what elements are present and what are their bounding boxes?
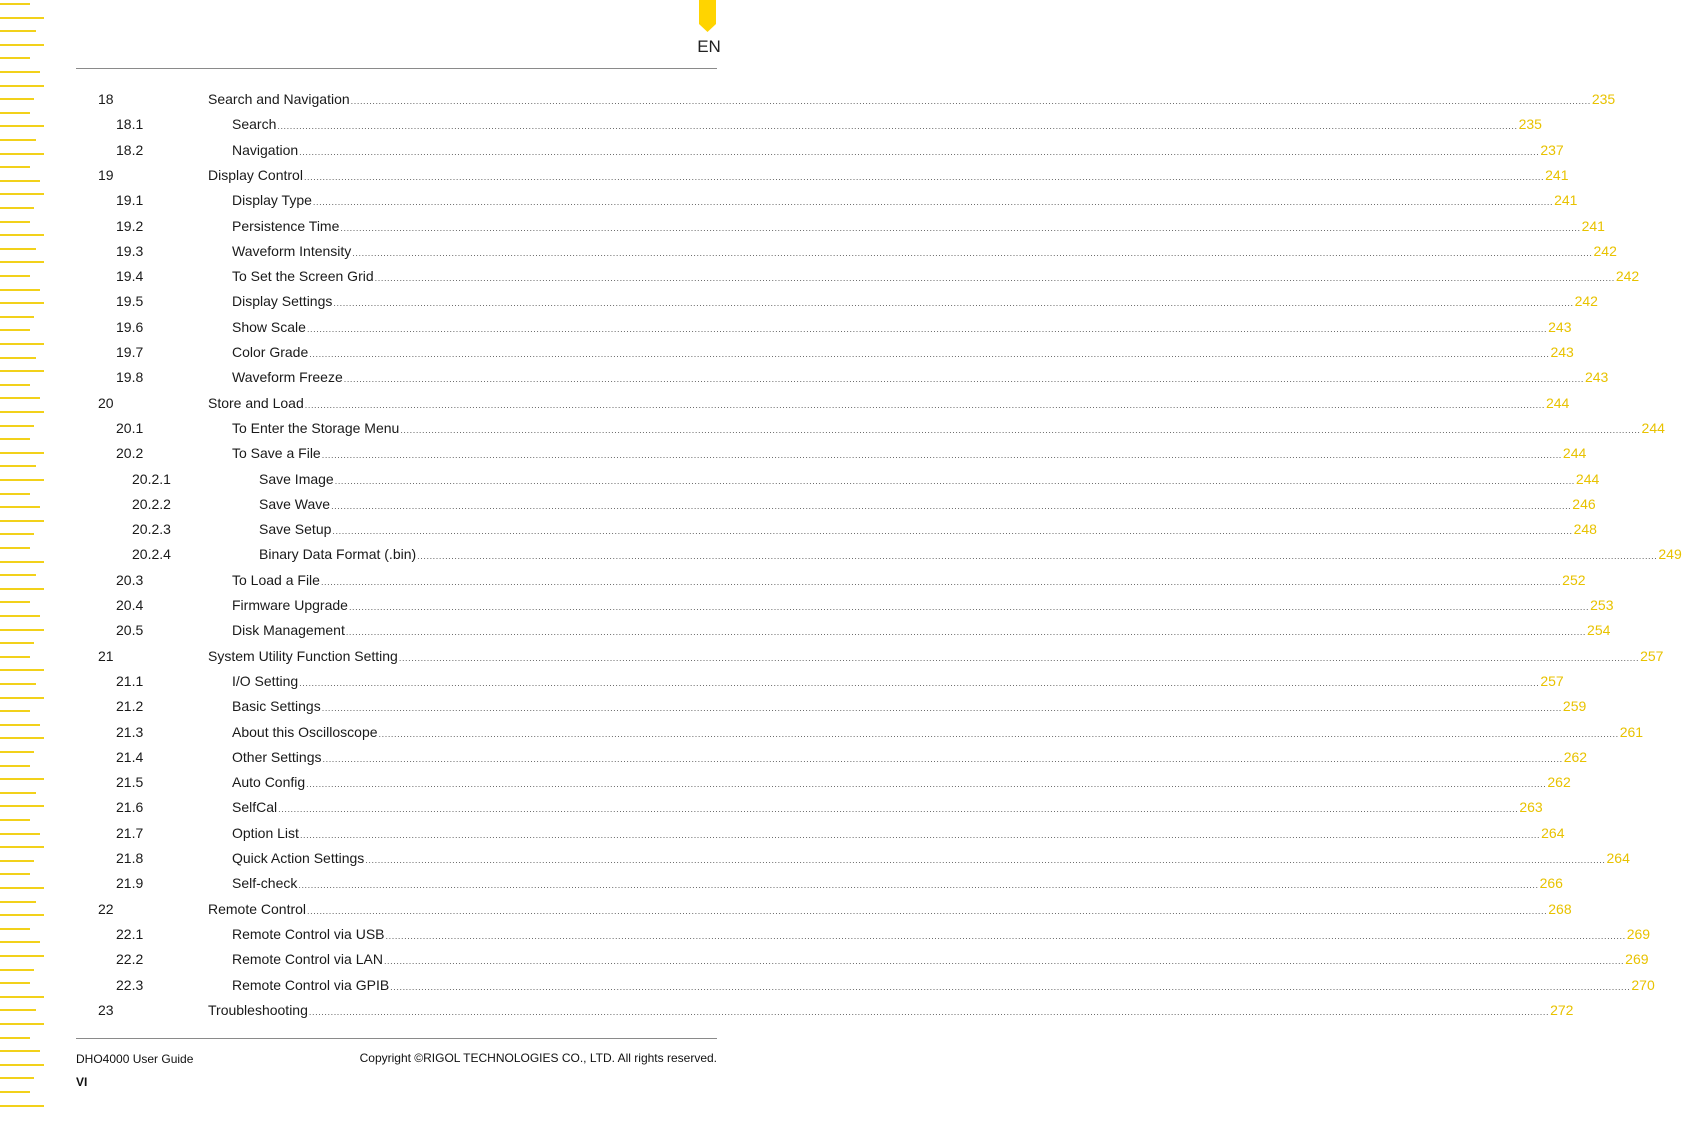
toc-dot-leader: ................................................................................................................................................................................................................................................................................................................................................................................................................ — [299, 147, 1540, 157]
toc-page-link[interactable]: 237 — [1540, 142, 1564, 158]
toc-dot-leader: ................................................................................................................................................................................................................................................................................................................................................................................................................ — [400, 425, 1641, 435]
language-label: EN — [697, 37, 721, 56]
toc-section-number: 20.5 — [116, 622, 144, 638]
toc-section-title[interactable]: I/O Setting — [232, 673, 299, 689]
toc-dot-leader: ................................................................................................................................................................................................................................................................................................................................................................................................................ — [398, 653, 1640, 663]
toc-entry[interactable] — [0, 975, 1655, 995]
toc-section-title[interactable]: Search — [232, 116, 277, 132]
toc-entry[interactable] — [0, 823, 1565, 843]
toc-entry[interactable] — [0, 469, 1600, 489]
toc-page-link[interactable]: 269 — [1626, 926, 1651, 942]
toc-section-title[interactable]: To Set the Screen Grid — [232, 268, 374, 284]
toc-dot-leader: ................................................................................................................................................................................................................................................................................................................................................................................................................ — [352, 248, 1593, 258]
toc-section-title[interactable]: Store and Load — [208, 395, 304, 411]
toc-section-number: 21.7 — [116, 825, 144, 841]
toc-section-title[interactable]: To Enter the Storage Menu — [232, 420, 400, 436]
toc-entry[interactable] — [0, 216, 1605, 236]
toc-page-link[interactable]: 244 — [1641, 420, 1665, 436]
toc-section-title[interactable]: Navigation — [232, 142, 299, 158]
toc-section-title[interactable]: Save Wave — [259, 496, 331, 512]
toc-page-link[interactable]: 242 — [1615, 268, 1640, 284]
toc-dot-leader: ................................................................................................................................................................................................................................................................................................................................................................................................................ — [298, 880, 1539, 890]
toc-page-link[interactable]: 261 — [1619, 724, 1644, 740]
toc-page-link[interactable]: 241 — [1554, 192, 1578, 208]
toc-section-title[interactable]: To Load a File — [232, 572, 320, 588]
toc-section-number: 19.8 — [116, 369, 144, 385]
toc-section-title[interactable]: About this Oscilloscope — [232, 724, 378, 740]
toc-section-number: 23 — [98, 1002, 114, 1018]
margin-tick — [0, 1105, 44, 1107]
toc-page-link[interactable]: 249 — [1658, 546, 1682, 562]
toc-section-number: 19.2 — [116, 218, 144, 234]
toc-entry[interactable] — [0, 342, 1574, 362]
toc-section-number: 20 — [98, 395, 114, 411]
toc-section-number: 19.1 — [116, 192, 144, 208]
margin-tick — [0, 1050, 40, 1052]
toc-page-link[interactable]: 257 — [1540, 673, 1564, 689]
toc-entry[interactable] — [0, 848, 1630, 868]
toc-dot-leader: ................................................................................................................................................................................................................................................................................................................................................................................................................ — [385, 931, 1626, 941]
toc-dot-leader: ................................................................................................................................................................................................................................................................................................................................................................................................................ — [378, 729, 1619, 739]
toc-entry[interactable] — [0, 570, 1586, 590]
margin-tick — [0, 996, 44, 998]
margin-tick — [0, 1077, 34, 1079]
toc-entry[interactable] — [0, 1000, 1574, 1020]
toc-page-link[interactable]: 272 — [1550, 1002, 1574, 1018]
toc-dot-leader: ................................................................................................................................................................................................................................................................................................................................................................................................................ — [383, 956, 1625, 966]
toc-entry[interactable] — [0, 671, 1564, 691]
toc-section-number: 20.1 — [116, 420, 144, 436]
toc-page-link[interactable]: 252 — [1562, 572, 1586, 588]
margin-tick — [0, 1091, 30, 1093]
toc-entry[interactable] — [0, 291, 1598, 311]
toc-page-link[interactable]: 243 — [1548, 319, 1572, 335]
toc-dot-leader: ................................................................................................................................................................................................................................................................................................................................................................................................................ — [374, 273, 1615, 283]
toc-entry[interactable] — [0, 873, 1563, 893]
toc-entry[interactable] — [0, 519, 1597, 539]
toc-section-title[interactable]: Other Settings — [232, 749, 322, 765]
toc-page-link[interactable]: 241 — [1545, 167, 1569, 183]
toc-section-title[interactable]: Save Image — [259, 471, 334, 487]
margin-tick — [0, 57, 30, 59]
toc-section-title[interactable]: Option List — [232, 825, 299, 841]
toc-dot-leader: ................................................................................................................................................................................................................................................................................................................................................................................................................ — [340, 223, 1581, 233]
toc-dot-leader: ................................................................................................................................................................................................................................................................................................................................................................................................................ — [312, 197, 1554, 207]
toc-section-number: 19.3 — [116, 243, 144, 259]
toc-dot-leader: ................................................................................................................................................................................................................................................................................................................................................................................................................ — [277, 121, 1518, 131]
toc-page-link[interactable]: 241 — [1581, 218, 1605, 234]
margin-tick — [0, 615, 40, 617]
margin-tick — [0, 1037, 30, 1039]
toc-entry[interactable] — [0, 393, 1570, 413]
toc-section-title[interactable]: Color Grade — [232, 344, 309, 360]
footer-rule — [76, 1038, 717, 1039]
toc-entry[interactable] — [0, 367, 1609, 387]
toc-page-link[interactable]: 269 — [1625, 951, 1649, 967]
margin-tick — [0, 71, 40, 73]
toc-section-number: 20.2.4 — [132, 546, 171, 562]
toc-section-title[interactable]: Waveform Intensity — [232, 243, 352, 259]
toc-dot-leader: ................................................................................................................................................................................................................................................................................................................................................................................................................ — [390, 982, 1631, 992]
toc-section-number: 21.3 — [116, 724, 144, 740]
toc-entry[interactable] — [0, 772, 1571, 792]
toc-dot-leader: ................................................................................................................................................................................................................................................................................................................................................................................................................ — [304, 400, 1545, 410]
toc-section-number: 19.5 — [116, 293, 144, 309]
toc-page-link[interactable]: 235 — [1591, 91, 1616, 107]
toc-section-title[interactable]: Binary Data Format (.bin) — [259, 546, 417, 562]
toc-page-link[interactable]: 266 — [1539, 875, 1563, 891]
toc-section-title[interactable]: Self-check — [232, 875, 298, 891]
toc-section-number: 19 — [98, 167, 114, 183]
toc-section-number: 18.2 — [116, 142, 144, 158]
toc-dot-leader: ................................................................................................................................................................................................................................................................................................................................................................................................................ — [331, 501, 1572, 511]
toc-dot-leader: ................................................................................................................................................................................................................................................................................................................................................................................................................ — [307, 906, 1548, 916]
toc-section-number: 20.2.3 — [132, 521, 171, 537]
margin-tick — [0, 792, 36, 794]
toc-section-title[interactable]: Persistence Time — [232, 218, 340, 234]
toc-page-link[interactable]: 270 — [1631, 977, 1655, 993]
toc-entry[interactable] — [0, 620, 1611, 640]
toc-dot-leader: ................................................................................................................................................................................................................................................................................................................................................................................................................ — [321, 703, 1562, 713]
toc-dot-leader: ................................................................................................................................................................................................................................................................................................................................................................................................................ — [299, 678, 1540, 688]
toc-entry[interactable] — [0, 924, 1651, 944]
toc-page-link[interactable]: 263 — [1519, 799, 1543, 815]
margin-tick — [0, 85, 44, 87]
toc-section-number: 21.8 — [116, 850, 144, 866]
toc-entry[interactable] — [0, 190, 1578, 210]
toc-section-number: 21.5 — [116, 774, 144, 790]
toc-entry[interactable] — [0, 899, 1572, 919]
toc-section-number: 20.3 — [116, 572, 144, 588]
toc-entry[interactable] — [0, 544, 1682, 564]
margin-tick — [0, 17, 44, 19]
margin-tick — [0, 44, 44, 46]
toc-section-title[interactable]: Disk Management — [232, 622, 345, 638]
toc-section-number: 20.2 — [116, 445, 144, 461]
toc-entry[interactable] — [0, 89, 1616, 109]
toc-entry[interactable] — [0, 949, 1649, 969]
toc-dot-leader: ................................................................................................................................................................................................................................................................................................................................................................................................................ — [306, 324, 1548, 334]
toc-page-link[interactable]: 268 — [1548, 901, 1572, 917]
toc-entry[interactable] — [0, 241, 1617, 261]
toc-section-title[interactable]: Search and Navigation — [208, 91, 350, 107]
toc-section-number: 18.1 — [116, 116, 144, 132]
toc-section-title[interactable]: Auto Config — [232, 774, 306, 790]
toc-entry[interactable] — [0, 595, 1614, 615]
toc-page-link[interactable]: 264 — [1606, 850, 1630, 866]
document-title: DHO4000 User Guide — [76, 1052, 194, 1066]
toc-page-link[interactable]: 262 — [1563, 749, 1588, 765]
toc-page-link[interactable]: 244 — [1562, 445, 1587, 461]
toc-section-title[interactable]: Firmware Upgrade — [232, 597, 348, 613]
toc-section-number: 21.1 — [116, 673, 144, 689]
toc-entry[interactable] — [0, 266, 1640, 286]
toc-section-title[interactable]: Display Settings — [232, 293, 333, 309]
toc-section-number: 18 — [98, 91, 114, 107]
toc-page-link[interactable]: 246 — [1572, 496, 1596, 512]
copyright-notice: Copyright ©RIGOL TECHNOLOGIES CO., LTD. All rights reserved. — [359, 1051, 717, 1065]
toc-section-title[interactable]: Basic Settings — [232, 698, 321, 714]
toc-entry[interactable] — [0, 165, 1569, 185]
toc-page-link[interactable]: 253 — [1590, 597, 1614, 613]
toc-page-link[interactable]: 243 — [1584, 369, 1609, 385]
toc-section-number: 20.4 — [116, 597, 144, 613]
toc-dot-leader: ................................................................................................................................................................................................................................................................................................................................................................................................................ — [278, 804, 1519, 814]
toc-section-number: 22 — [98, 901, 114, 917]
language-tab-marker — [699, 0, 716, 32]
toc-entry[interactable] — [0, 747, 1588, 767]
toc-dot-leader: ................................................................................................................................................................................................................................................................................................................................................................................................................ — [333, 298, 1574, 308]
toc-section-title[interactable]: Save Setup — [259, 521, 332, 537]
toc-entry[interactable] — [0, 140, 1564, 160]
toc-section-title[interactable]: System Utility Function Setting — [208, 648, 398, 664]
toc-dot-leader: ................................................................................................................................................................................................................................................................................................................................................................................................................ — [348, 602, 1590, 612]
toc-page-link[interactable]: 235 — [1518, 116, 1542, 132]
toc-dot-leader: ................................................................................................................................................................................................................................................................................................................................................................................................................ — [320, 577, 1562, 587]
toc-section-number: 22.2 — [116, 951, 144, 967]
toc-section-title[interactable]: To Save a File — [232, 445, 321, 461]
toc-entry[interactable] — [0, 797, 1543, 817]
toc-page-link[interactable]: 244 — [1575, 471, 1600, 487]
toc-entry[interactable] — [0, 696, 1587, 716]
margin-tick — [0, 438, 30, 440]
toc-section-title[interactable]: Quick Action Settings — [232, 850, 365, 866]
toc-dot-leader: ................................................................................................................................................................................................................................................................................................................................................................................................................ — [309, 349, 1550, 359]
margin-tick — [0, 30, 36, 32]
toc-entry[interactable] — [0, 443, 1587, 463]
toc-dot-leader: ................................................................................................................................................................................................................................................................................................................................................................................................................ — [365, 855, 1606, 865]
toc-dot-leader: ................................................................................................................................................................................................................................................................................................................................................................................................................ — [306, 779, 1547, 789]
toc-section-number: 20.2.1 — [132, 471, 171, 487]
toc-section-title[interactable]: Remote Control via USB — [232, 926, 385, 942]
toc-dot-leader: ................................................................................................................................................................................................................................................................................................................................................................................................................ — [343, 374, 1584, 384]
toc-section-number: 19.4 — [116, 268, 144, 284]
toc-section-number: 19.7 — [116, 344, 144, 360]
toc-page-link[interactable]: 244 — [1545, 395, 1570, 411]
toc-page-link[interactable]: 259 — [1562, 698, 1587, 714]
toc-section-title[interactable]: Display Control — [208, 167, 303, 183]
toc-page-link[interactable]: 242 — [1574, 293, 1598, 309]
toc-entry[interactable] — [0, 494, 1596, 514]
toc-dot-leader: ................................................................................................................................................................................................................................................................................................................................................................................................................ — [332, 526, 1573, 536]
toc-section-title[interactable]: Show Scale — [232, 319, 306, 335]
toc-section-number: 21.6 — [116, 799, 144, 815]
toc-page-link[interactable]: 262 — [1547, 774, 1571, 790]
toc-section-number: 21 — [98, 648, 114, 664]
header-rule — [76, 68, 717, 69]
toc-entry[interactable] — [0, 418, 1665, 438]
toc-dot-leader: ................................................................................................................................................................................................................................................................................................................................................................................................................ — [322, 754, 1563, 764]
toc-dot-leader: ................................................................................................................................................................................................................................................................................................................................................................................................................ — [321, 450, 1562, 460]
toc-section-title[interactable]: Remote Control via LAN — [232, 951, 383, 967]
toc-section-number: 22.1 — [116, 926, 144, 942]
toc-section-title[interactable]: SelfCal — [232, 799, 278, 815]
toc-section-title[interactable]: Display Type — [232, 192, 312, 208]
toc-entry[interactable] — [0, 317, 1572, 337]
toc-section-number: 21.9 — [116, 875, 144, 891]
page-number: VI — [76, 1075, 88, 1089]
toc-section-number: 21.2 — [116, 698, 144, 714]
toc-dot-leader: ................................................................................................................................................................................................................................................................................................................................................................................................................ — [299, 830, 1541, 840]
toc-section-number: 22.3 — [116, 977, 144, 993]
toc-section-number: 19.6 — [116, 319, 144, 335]
toc-page-link[interactable]: 242 — [1593, 243, 1617, 259]
margin-tick — [0, 819, 30, 821]
toc-dot-leader: ................................................................................................................................................................................................................................................................................................................................................................................................................ — [345, 627, 1587, 637]
toc-dot-leader: ................................................................................................................................................................................................................................................................................................................................................................................................................ — [417, 551, 1658, 561]
toc-dot-leader: ................................................................................................................................................................................................................................................................................................................................................................................................................ — [350, 96, 1591, 106]
toc-section-number: 20.2.2 — [132, 496, 171, 512]
toc-page-link[interactable]: 248 — [1573, 521, 1597, 537]
toc-dot-leader: ................................................................................................................................................................................................................................................................................................................................................................................................................ — [308, 1007, 1550, 1017]
toc-entry[interactable] — [0, 646, 1664, 666]
margin-tick — [0, 261, 44, 263]
toc-section-title[interactable]: Troubleshooting — [208, 1002, 308, 1018]
margin-tick — [0, 642, 34, 644]
toc-dot-leader: ................................................................................................................................................................................................................................................................................................................................................................................................................ — [303, 172, 1545, 182]
toc-page-link[interactable]: 264 — [1541, 825, 1565, 841]
toc-entry[interactable] — [0, 114, 1542, 134]
toc-page-link[interactable]: 257 — [1640, 648, 1664, 664]
toc-page-link[interactable]: 254 — [1587, 622, 1611, 638]
margin-tick — [0, 3, 30, 5]
toc-section-number: 21.4 — [116, 749, 144, 765]
toc-section-title[interactable]: Remote Control — [208, 901, 307, 917]
margin-tick — [0, 1023, 44, 1025]
margin-tick — [0, 969, 34, 971]
toc-page-link[interactable]: 243 — [1550, 344, 1574, 360]
toc-section-title[interactable]: Remote Control via GPIB — [232, 977, 390, 993]
toc-dot-leader: ................................................................................................................................................................................................................................................................................................................................................................................................................ — [334, 476, 1575, 486]
margin-tick — [0, 465, 36, 467]
toc-entry[interactable] — [0, 722, 1644, 742]
toc-section-title[interactable]: Waveform Freeze — [232, 369, 343, 385]
margin-tick — [0, 1064, 44, 1066]
